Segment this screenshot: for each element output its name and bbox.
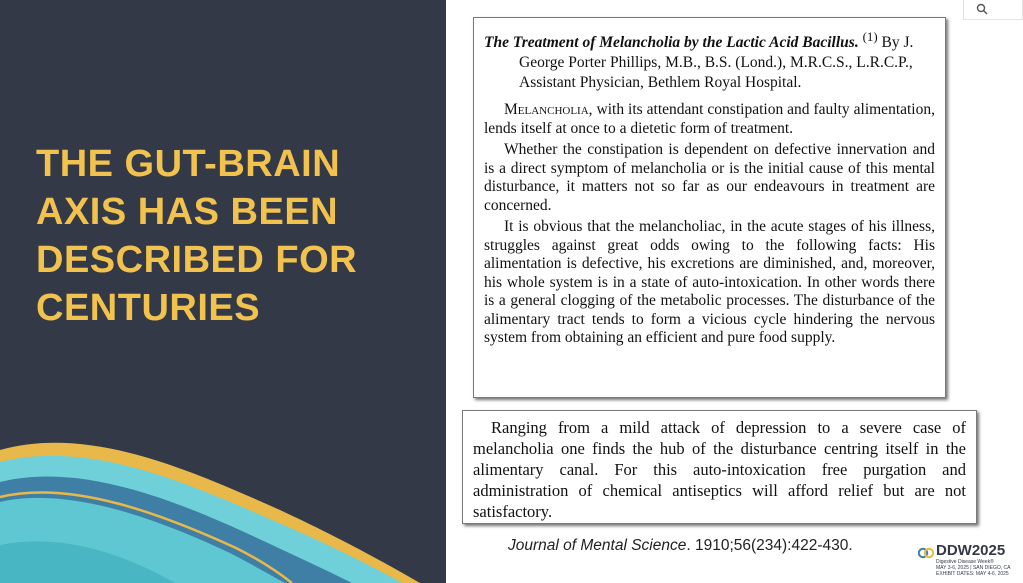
- ddw-logo-icon: [918, 546, 934, 560]
- paragraph-lead: Melancholia,: [504, 101, 593, 119]
- citation-details: . 1910;56(234):422-430.: [686, 537, 853, 554]
- ddw-logo-tagline: Digestive Disease Week®: [936, 559, 994, 565]
- ddw-logo-name: DDW2025: [936, 542, 1006, 559]
- ddw-logo: [918, 543, 1018, 581]
- slide-title: THE GUT-BRAIN AXIS HAS BEEN DESCRIBED FOR CENTURIES: [36, 143, 358, 329]
- footnote-mark: (1): [862, 29, 878, 44]
- article-excerpt-2: [462, 410, 977, 524]
- excerpt-paragraph: Ranging from a mild attack of depression to a severe case of melancholia one finds the hub of the disturbance centring itself in the alimentary canal. For this auto-intoxication free purgation and administration of chemical antiseptics will afford relief but are not satisfactory.: [473, 418, 966, 521]
- article-paragraph-3: It is obvious that the melancholiac, in the acute stages of his illness, struggles against great odds owing to the following facts: His alimentation is defective, his excretions are diminished, and, moreover, his whole system is in a state of auto-intoxication. In other words there is a general clogging of the metabolic processes. The disturbance of the alimentary tract tends to form a vicious cycle hindering the nervous system from obtaining an efficient and pure food supply.: [484, 218, 935, 347]
- search-button[interactable]: [963, 0, 1023, 20]
- article-excerpt: [473, 17, 946, 398]
- citation: [508, 537, 853, 555]
- article-author: By J. George Porter Phillips, M.B., B.S. (Lond.), M.R.C.S., L.R.C.P., Assistant Physician, Bethlem Royal Hospital.: [519, 34, 914, 92]
- article-paragraph-1: [484, 101, 935, 138]
- citation-journal: Journal of Mental Science: [508, 537, 687, 554]
- ddw-logo-exhibit: EXHIBIT DATES: MAY 4-6, 2025: [936, 571, 1009, 577]
- article-heading: [484, 27, 935, 93]
- ddw-logo-dates: MAY 3-6, 2025 | SAN DIEGO, CA: [936, 565, 1011, 571]
- article-title: The Treatment of Melancholia by the Lactic Acid Bacillus.: [484, 34, 859, 52]
- paragraph-text: with its attendant constipation and faulty alimentation, lends itself at once to a dietetic form of treatment.: [484, 101, 935, 137]
- search-icon: [976, 3, 988, 15]
- left-panel: [0, 0, 446, 583]
- article-paragraph-2: Whether the constipation is dependent on defective innervation and is a direct symptom of melancholia or is the initial cause of this mental disturbance, it matters not so far as our endeavours in treatment are concerned.: [484, 141, 935, 214]
